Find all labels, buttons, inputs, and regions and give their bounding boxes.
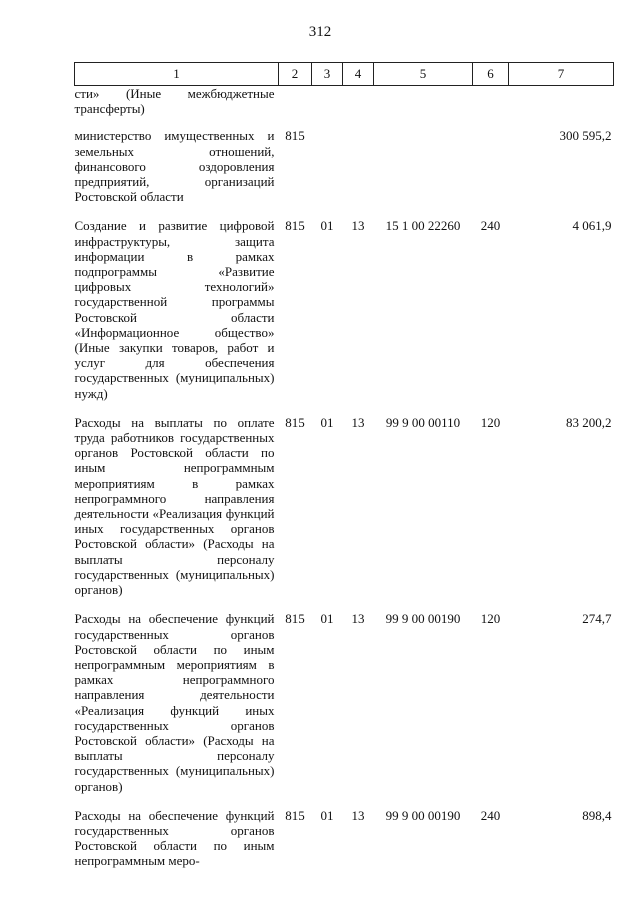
table-row	[75, 415, 614, 611]
row-subsection: 13	[351, 414, 365, 430]
row-target-article: 15 1 00 22260	[385, 218, 461, 234]
row-ministry: 815	[285, 807, 305, 823]
row-subsection	[343, 128, 374, 218]
row-expense-type: 240	[480, 218, 501, 234]
row-ministry: 815	[285, 218, 305, 234]
row-description: сти» (Иные межбюджетные трансферты)	[74, 86, 275, 117]
row-subsection	[343, 86, 374, 129]
row-expense-type: 240	[480, 807, 501, 823]
header-col-5: 5	[374, 63, 473, 86]
row-section: 01	[320, 218, 334, 234]
table-row	[75, 86, 614, 129]
row-target-article: 99 9 00 00190	[385, 807, 461, 823]
row-amount: 83 200,2	[566, 414, 612, 430]
budget-table	[74, 62, 614, 883]
header-col-1: 1	[75, 63, 279, 86]
row-ministry: 815	[285, 128, 305, 144]
row-expense-type: 120	[480, 414, 501, 430]
row-description: Расходы на обеспечение функций государственных органов Ростовской области по иным непрограммным меро-	[74, 807, 275, 869]
row-expense-type	[473, 128, 509, 218]
row-amount: 898,4	[582, 807, 612, 823]
table-header	[75, 63, 614, 86]
table-row	[75, 808, 614, 883]
row-section	[312, 128, 343, 218]
row-ministry: 815	[285, 611, 305, 627]
row-amount: 274,7	[582, 611, 612, 627]
row-expense-type: 120	[480, 611, 501, 627]
row-ministry: 815	[285, 414, 305, 430]
row-subsection: 13	[351, 807, 365, 823]
table-row	[75, 128, 614, 218]
row-section: 01	[320, 807, 334, 823]
row-subsection: 13	[351, 218, 365, 234]
table-row	[75, 611, 614, 807]
row-section: 01	[320, 611, 334, 627]
row-description: Расходы на обеспечение функций государственных органов Ростовской области по иным непрограммным мероприятиям в рамках непрограммного направления деятельности «Реализация функций иных государственных органов Ростовской области» (Расходы на выплаты персоналу государственных (муниципальных) органов)	[74, 611, 275, 794]
header-col-4: 4	[343, 63, 374, 86]
row-description: министерство имущественных и земельных отношений, финансового оздоровления предприятий, организаций Ростовской области	[74, 128, 275, 205]
page-number: 312	[308, 24, 332, 40]
row-expense-type	[473, 86, 509, 129]
row-amount	[509, 86, 614, 129]
row-target-article	[374, 86, 473, 129]
header-row	[75, 63, 614, 86]
header-col-2: 2	[279, 63, 312, 86]
row-target-article: 99 9 00 00110	[385, 414, 461, 430]
header-col-6: 6	[473, 63, 509, 86]
row-section: 01	[320, 414, 334, 430]
row-description: Создание и развитие цифровой инфраструктуры, защита информации в рамках подпрограммы «Развитие цифровых технологий» государственной программы Ростовской области «Информационное общество» (Иные закупки товаров, работ и услуг для обеспечения государственных (муниципальных) нужд)	[74, 218, 275, 401]
row-section	[312, 86, 343, 129]
header-col-7: 7	[509, 63, 614, 86]
row-target-article	[374, 128, 473, 218]
row-ministry	[279, 86, 312, 129]
header-col-3: 3	[312, 63, 343, 86]
row-amount: 300 595,2	[559, 128, 612, 144]
row-amount: 4 061,9	[572, 218, 612, 234]
row-description: Расходы на выплаты по оплате труда работников государственных органов Ростовской области по иным непрограммным мероприятиям в рамках непрограммного направления деятельности «Реализация функций иных государственных органов Ростовской области» (Расходы на выплаты персоналу государственных (муниципальных) органов)	[74, 414, 275, 598]
row-target-article: 99 9 00 00190	[385, 611, 461, 627]
row-subsection: 13	[351, 611, 365, 627]
table-row	[75, 218, 614, 414]
